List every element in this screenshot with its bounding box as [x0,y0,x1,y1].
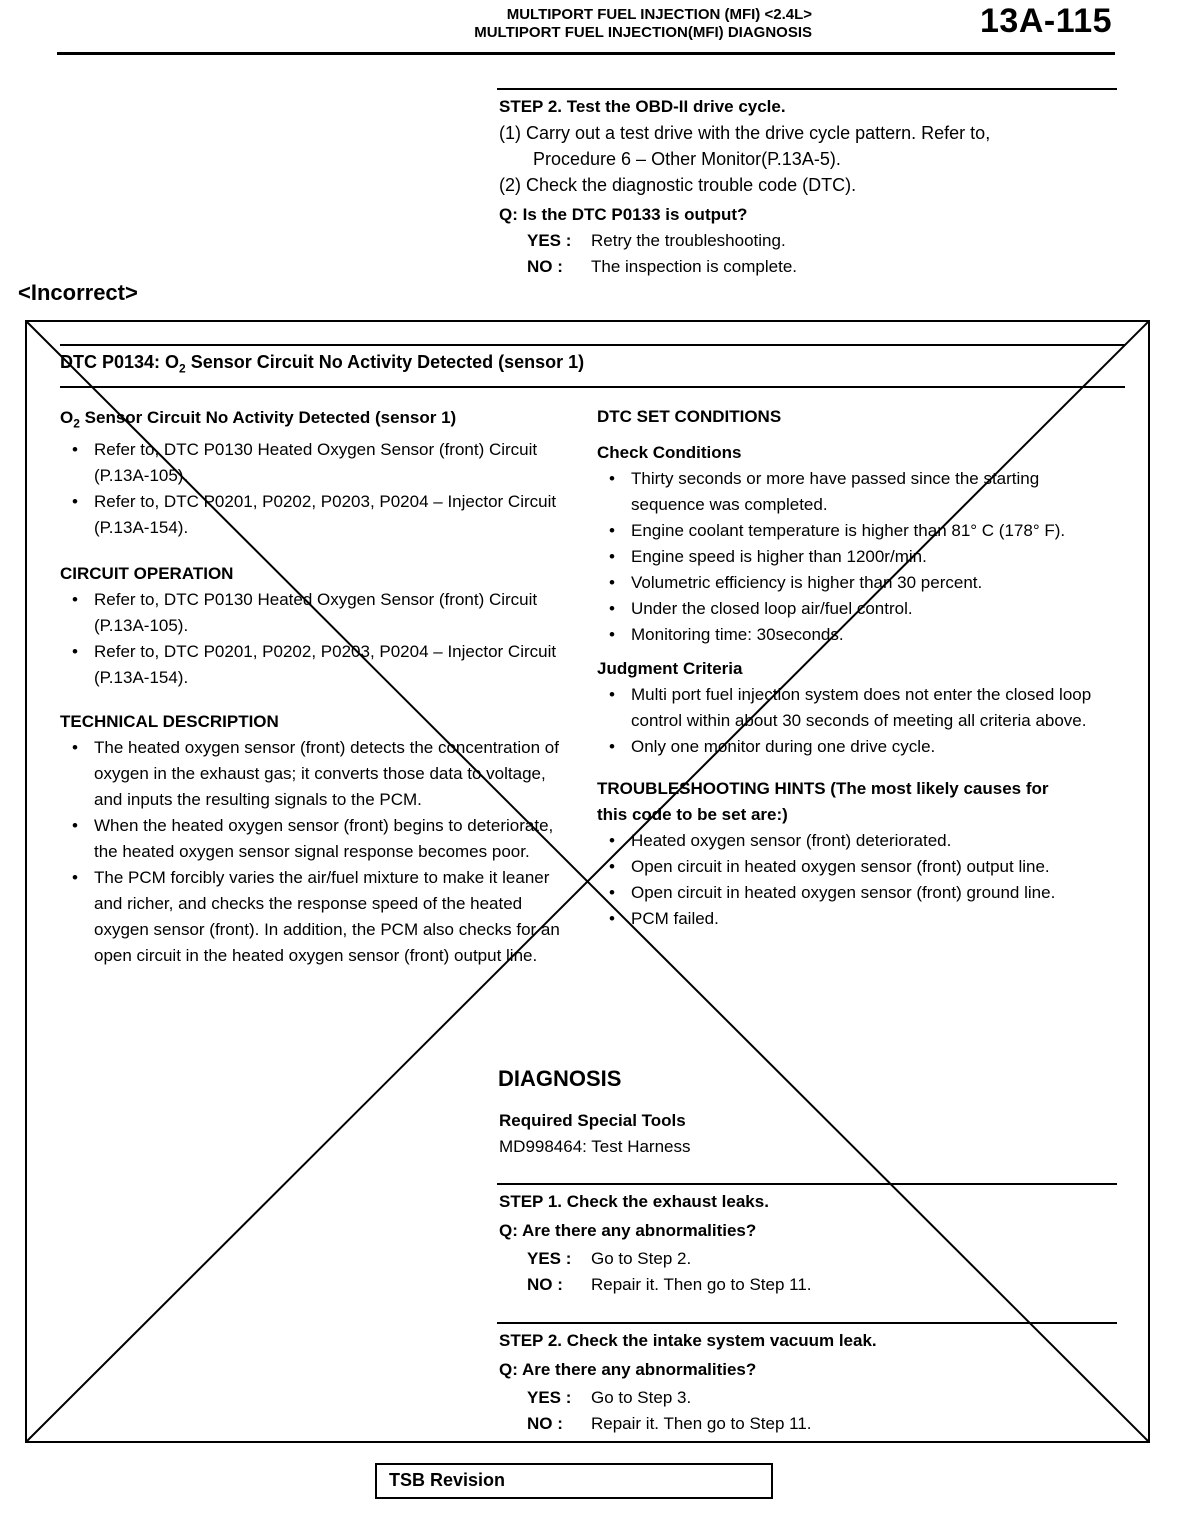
list-item: • Thirty seconds or more have passed since the starting sequence was completed. [597,466,1117,518]
yes-text: Go to Step 2. [591,1249,692,1268]
header-title-line2: MULTIPORT FUEL INJECTION(MFI) DIAGNOSIS [474,24,812,41]
no-label: NO : [527,257,563,276]
tsb-revision-box: TSB Revision [375,1463,773,1499]
step1-question: Q: Are there any abnormalities? [499,1221,757,1240]
top-step-item1-line1: (1) Carry out a test drive with the drive cycle pattern. Refer to, [499,123,991,143]
yes-label: YES : [527,1388,572,1407]
yes-text: Go to Step 3. [591,1388,692,1407]
hints-heading: TROUBLESHOOTING HINTS (The most likely causes for this code to be set are:) [597,779,1049,824]
dtc-title-prefix: DTC P0134: O [60,352,180,372]
list-item: • Refer to, DTC P0201, P0202, P0203, P0204 – Injector Circuit (P.13A-154). [60,489,570,541]
step1-title: STEP 1. Check the exhaust leaks. [499,1192,769,1211]
yes-text: Retry the troubleshooting. [591,231,786,250]
check-conditions-heading: Check Conditions [597,443,742,462]
page-number: 13A-115 [980,2,1113,40]
circuit-heading: CIRCUIT OPERATION [60,564,234,584]
diagnosis-heading: DIAGNOSIS [498,1066,622,1091]
dtc-title-sub: 2 [179,361,186,376]
dtc-title-suffix: Sensor Circuit No Activity Detected (sensor 1) [185,352,585,372]
set-conditions-heading: DTC SET CONDITIONS [597,407,782,426]
no-label: NO : [527,1275,563,1294]
top-step-question: Q: Is the DTC P0133 is output? [499,205,748,224]
judgment-heading: Judgment Criteria [597,659,743,678]
no-text: Repair it. Then go to Step 11. [591,1414,812,1433]
tools-text: MD998464: Test Harness [499,1137,691,1156]
list-item: • Open circuit in heated oxygen sensor (front) ground line. [597,880,1117,906]
list-item: • Only one monitor during one drive cycle. [597,734,1117,760]
list-item: • PCM failed. [597,906,1117,932]
header-title-line1: MULTIPORT FUEL INJECTION (MFI) <2.4L> [506,6,812,23]
list-item: • Volumetric efficiency is higher than 30 percent. [597,570,1117,596]
o2-heading-suffix: Sensor Circuit No Activity Detected (sensor 1) [79,408,457,427]
tech-heading: TECHNICAL DESCRIPTION [60,712,279,732]
no-text: The inspection is complete. [591,257,797,276]
tools-heading: Required Special Tools [499,1111,686,1130]
step2-title: STEP 2. Check the intake system vacuum leak. [499,1331,877,1350]
list-item: • Under the closed loop air/fuel control. [597,596,1117,622]
list-item: • Refer to, DTC P0130 Heated Oxygen Sensor (front) Circuit (P.13A-105). [60,437,570,489]
top-step-item1-line2: Procedure 6 – Other Monitor(P.13A-5). [533,149,841,169]
no-label: NO : [527,1414,563,1433]
list-item: • Multi port fuel injection system does not enter the closed loop control within about 30 seconds of meeting all criteria above. [597,682,1117,734]
list-item: • Open circuit in heated oxygen sensor (front) output line. [597,854,1117,880]
yes-label: YES : [527,1249,572,1268]
top-step-item2: (2) Check the diagnostic trouble code (DTC). [499,175,857,195]
step2-question: Q: Are there any abnormalities? [499,1360,757,1379]
list-item: • Refer to, DTC P0201, P0202, P0203, P0204 – Injector Circuit (P.13A-154). [60,639,570,691]
list-item: • When the heated oxygen sensor (front) begins to deteriorate, the heated oxygen sensor signal response becomes poor. [60,813,570,865]
list-item: • Refer to, DTC P0130 Heated Oxygen Sensor (front) Circuit (P.13A-105). [60,587,570,639]
o2-heading-sub: 2 [73,416,80,431]
list-item: • Engine speed is higher than 1200r/min. [597,544,1117,570]
list-item: • Monitoring time: 30seconds. [597,622,1117,648]
incorrect-label: <Incorrect> [18,280,138,305]
o2-heading-prefix: O [60,408,74,427]
yes-label: YES : [527,231,572,250]
list-item: • Heated oxygen sensor (front) deteriorated. [597,828,1117,854]
no-text: Repair it. Then go to Step 11. [591,1275,812,1294]
top-step-title: STEP 2. Test the OBD-II drive cycle. [499,97,786,116]
list-item: • Engine coolant temperature is higher than 81° C (178° F). [597,518,1117,544]
list-item: • The heated oxygen sensor (front) detects the concentration of oxygen in the exhaust gas; it converts those data to voltage, and inputs the resulting signals to the PCM. [60,735,570,813]
list-item: • The PCM forcibly varies the air/fuel mixture to make it leaner and richer, and checks the response speed of the heated oxygen sensor (front). In addition, the PCM also checks for an open circuit in the heated oxygen sensor (front) output line. [60,865,570,969]
